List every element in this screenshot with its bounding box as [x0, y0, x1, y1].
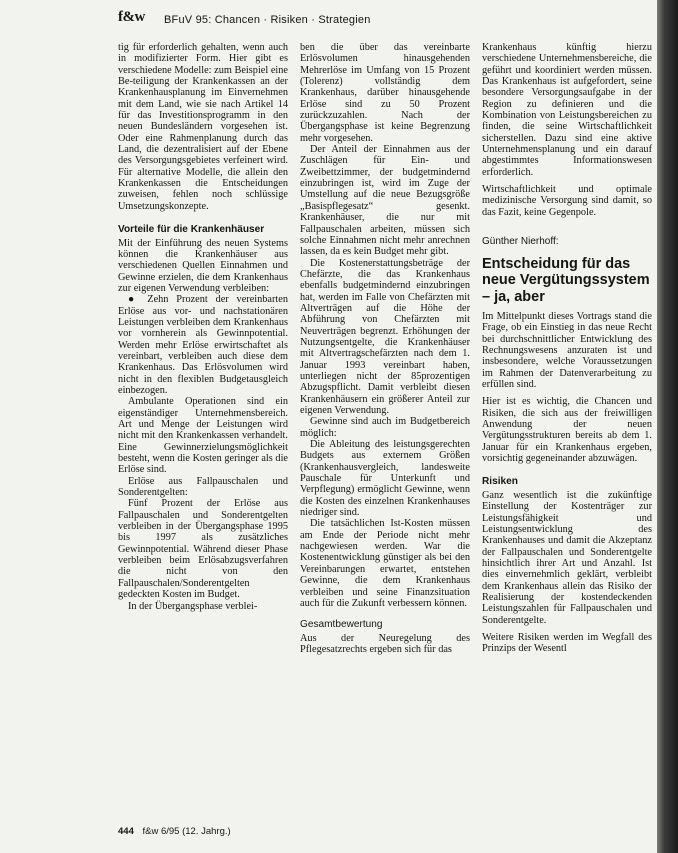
- paragraph: Ganz wesentlich ist die zukünftige Einstellung der Kostenträger zur Leistungsfähigkeit und Leistungsentwicklung des Krankenhauses und damit die Akzeptanz der Fallpauschalen und Sonderentgelte hinsichtlich ihrer Art und Anzahl. Ist dies einvernehmlich geklärt, verbleibt dem Krankenhaus allein das Risiko der Realisierung der kostendeckenden Leistungszahlen für Fallpauschalen und Sonderentgelte.: [482, 489, 652, 626]
- page-header: [118, 9, 658, 32]
- column-2: [300, 42, 470, 655]
- section-heading: Risiken: [482, 476, 518, 488]
- author-name: Günther Nierhoff:: [482, 236, 559, 248]
- paragraph: In der Übergangsphase verblei-: [128, 600, 258, 612]
- page-number: 444: [118, 826, 134, 837]
- section-heading: Vorteile für die Krankenhäuser: [118, 224, 265, 236]
- bullet-paragraph: ● Zehn Prozent der vereinbarten Erlöse aus vor- und nachstationären Leistungen verbleiben dem Krankenhaus vor vornherein als Gewinnpotential. Werden mehr Erlöse erwirtschaftet als vereinbart, verbleiben auch diese dem Krankenhaus. Das Erlösvolumen wird nicht in den flexiblen Budgetausgleich einbezogen.: [118, 294, 288, 396]
- paragraph: Die Ableitung des leistungsgerechten Budgets aus externem Größen (Krankenhausvergleich, landesweite Pauschale für Unterkunft und Verpflegung) ermöglicht Gewinne, wenn die Kosten des einzelnen Krankenhauses niedriger sind.: [300, 439, 470, 519]
- paragraph: Die Kostenerstattungsbeträge der Chefärzte, die das Krankenhaus ebenfalls budgetmindernd einzubringen hat, werden im Falle von Chefärzten mit Altverträgen auf die Höhe der Abführung von Chefärzten mit Neuverträgen begrenzt. Erhöhungen der Nutzungsentgelte, die Krankenhäuser mit Altvertragschefärzten nach dem 1. Januar 1993 vereinbart haben, unterliegen nicht der 85prozentigen Abzugspflicht. Damit verbleibt diesen Krankenhäusern ein größerer Anteil zur eigenen Verwendung.: [300, 257, 470, 416]
- paragraph: Erlöse aus Fallpauschalen und Sonderentgelten:: [118, 475, 288, 499]
- column-1: [118, 42, 288, 612]
- running-title: BFuV 95: Chancen · Risiken · Strategien: [164, 14, 371, 26]
- paragraph: Weitere Risiken werden im Wegfall des Prinzips der Wesentl: [482, 631, 652, 655]
- paragraph: Hier ist es wichtig, die Chancen und Risiken, die sich aus der freiwilligen Anwendung der neuen Vergütungsstrukturen bereits ab dem 1. Januar für ein Krankenhaus ergeben, vorsichtig gegeneinander abzuwägen.: [482, 396, 652, 465]
- page-footer: [118, 826, 231, 837]
- paragraph: Mit der Einführung des neuen Systems können die Krankenhäuser aus verschiedenen Quellen Einnahmen und Gewinne erzielen, die dem Krankenhaus zur eigenen Verwendung verbleiben:: [118, 237, 288, 294]
- paragraph: Der Anteil der Einnahmen aus der Zuschlägen für Ein- und Zweibettzimmer, der budgetmindernd einzubringen ist, wird im Zuge der Umstellung auf die neue Bezugsgröße „Basispflegesatz“ gesenkt. Krankenhäuser, die nur mit Fallpauschalen arbeiten, müssen sich solche Einnahmen nicht mehr anrechnen lassen, da es kein Budget mehr gibt.: [300, 144, 470, 258]
- paragraph: ben die über das vereinbarte Erlösvolumen hinausgehenden Mehrerlöse im Umfang von 15 Prozent (Tolerenz) vollständig dem Krankenhaus, darüber hinausgehende Erlöse sind zu 50 Prozent zurückzuzahlen. Nach der Übergangsphase ist keine Begrenzung mehr vorgesehen.: [300, 42, 470, 144]
- paragraph: Krankenhaus künftig hierzu verschiedene Unternehmensbereiche, die geführt und koordiniert werden müssen. Das Krankenhaus ist aufgefordert, seine besondere Versorgungsaufgabe in der Region zu definieren und die Kombination von Leistungsbereichen zu finden, die seine Wirtschaftlichkeit sicherstellen. Dazu sind eine aktive Unternehmensplanung und ein darauf abgestimmtes Informationswesen erforderlich.: [482, 42, 652, 178]
- paragraph: Fünf Prozent der Erlöse aus Fallpauschalen und Sonderentgelten verbleiben in der Übergangsphase 1995 bis 1997 als zusätzliches Gewinnpotential. Während dieser Phase verbleiben beim Erlösabzugsverfahren die nicht von den Fallpauschalen/Sonderentgelten gedeckten Kosten im Budget.: [118, 498, 288, 601]
- publication-info: f&w 6/95 (12. Jahrg.): [142, 826, 231, 837]
- column-3: [482, 42, 652, 655]
- paragraph: Ambulante Operationen sind ein eigenständiger Unternehmensbereich. Art und Menge der Leistungen wird nicht mit den Krankenkassen verhandelt. Eine Gewinnerzielungsmöglichkeit besteht, wenn die Kosten geringer als die Erlöse sind.: [118, 396, 288, 476]
- section-heading: Gesamtbewertung: [300, 619, 383, 631]
- journal-logo: f&w: [118, 9, 145, 25]
- paragraph: tig für erforderlich gehalten, wenn auch in modifizierter Form. Hier gibt es verschiedene Modelle: zum Beispiel eine Be-teiligung der Krankenkassen an der Krankenhausplanung im Einvernehmen mit dem Land, wie sie nach Artikel 14 für das Investitionsprogramm in den neuen Bundesländern vorgesehen ist. Oder eine Rahmenplanung durch das Land, die dezentralisiert auf der Ebene des Versorgungsgebietes verfeinert wird. Für alternative Modelle, die allein den Krankenkassen die Entscheidungen zuweisen, fehlen noch schlüssige Umsetzungskonzepte.: [118, 42, 288, 212]
- paragraph: Gewinne sind auch im Budgetbereich möglich:: [300, 416, 470, 439]
- book-spine-shadow: [657, 0, 678, 853]
- paragraph: Die tatsächlichen Ist-Kosten müssen am Ende der Periode nicht mehr nachgewiesen werden. War die Kostenentwicklung günstiger als bei den Vereinbarungen erwartet, entstehen Gewinne, die dem Krankenhaus verbleiben und seine Finanzsituation auch für die Zukunft verbessern können.: [300, 518, 470, 609]
- paragraph: Im Mittelpunkt dieses Vortrags stand die Frage, ob ein Einstieg in das neue Recht bei durchschnittlicher Entwicklung des Rechnungswesens anzuraten ist und insbesondere, welche Voraussetzungen im Rahmen der Datenverarbeitung zu erfüllen sind.: [482, 311, 652, 391]
- paragraph: Aus der Neuregelung des Pflegesatzrechts ergeben sich für das: [300, 632, 470, 655]
- article-headline: Entscheidung für das neue Vergütungssystem – ja, aber: [482, 255, 650, 305]
- paragraph: Wirtschaftlichkeit und optimale medizinische Versorgung sind damit, so das Fazit, keine Gegenpole.: [482, 184, 652, 218]
